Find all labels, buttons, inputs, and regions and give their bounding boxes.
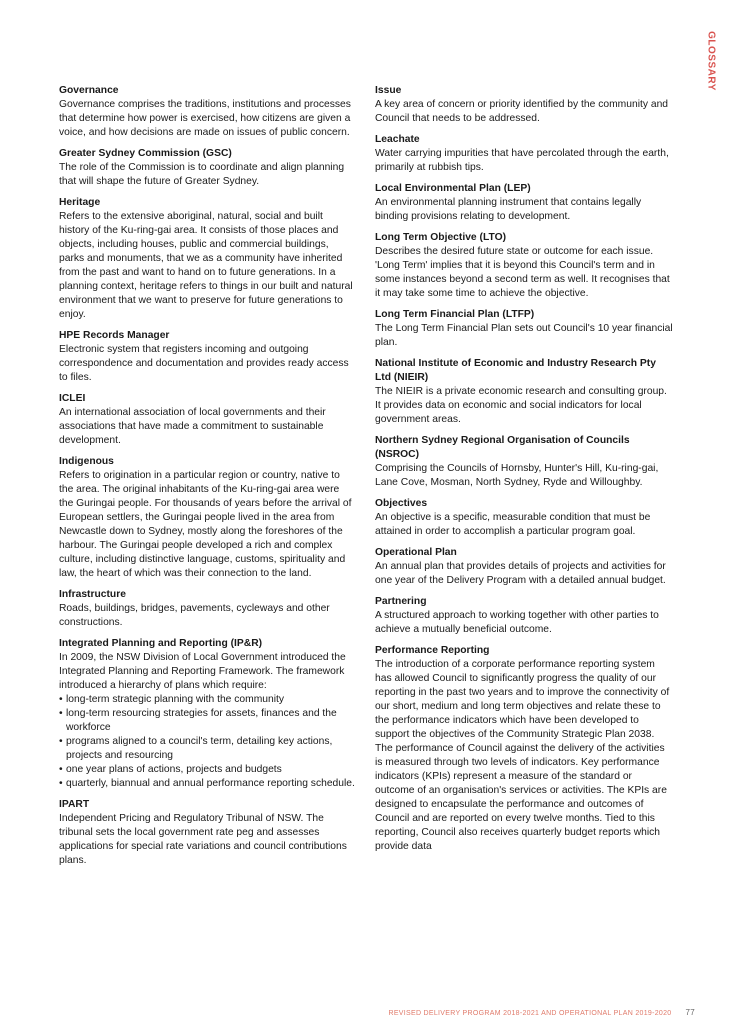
glossary-term: Local Environmental Plan (LEP) <box>375 183 531 194</box>
glossary-entry <box>59 392 355 448</box>
glossary-definition: An environmental planning instrument that contains legally binding provisions relating to development. <box>375 197 642 222</box>
glossary-entry <box>375 182 673 224</box>
glossary-definition: An annual plan that provides details of projects and activities for one year of the Delivery Program with a detailed annual budget. <box>375 561 666 586</box>
glossary-entry <box>375 644 673 854</box>
glossary-term: Indigenous <box>59 456 114 467</box>
glossary-definition: Independent Pricing and Regulatory Tribunal of NSW. The tribunal sets the local government rate peg and assesses applications for special rate variations and council contributions plans. <box>59 813 347 866</box>
glossary-definition: A structured approach to working together with other parties to achieve a mutually beneficial outcome. <box>375 610 659 635</box>
glossary-entry <box>59 637 355 791</box>
glossary-definition: The Long Term Financial Plan sets out Council's 10 year financial plan. <box>375 323 673 348</box>
glossary-term: National Institute of Economic and Industry Research Pty Ltd (NIEIR) <box>375 358 656 383</box>
glossary-term: Governance <box>59 85 119 96</box>
glossary-bullet-item: • long-term resourcing strategies for assets, finances and the workforce <box>59 707 355 735</box>
glossary-entry <box>375 357 673 427</box>
glossary-definition: In 2009, the NSW Division of Local Government introduced the Integrated Planning and Reporting Framework. The framework introduced a hierarchy of plans which require: <box>59 652 346 691</box>
glossary-definition: An objective is a specific, measurable condition that must be attained in order to accomplish a particular program goal. <box>375 512 651 537</box>
glossary-right-column <box>375 84 673 861</box>
glossary-term: Integrated Planning and Reporting (IP&R) <box>59 638 263 649</box>
glossary-entry <box>375 308 673 350</box>
glossary-entry <box>375 231 673 301</box>
glossary-term: Issue <box>375 85 402 96</box>
glossary-term: Long Term Financial Plan (LTFP) <box>375 309 535 320</box>
glossary-bullet-item: • programs aligned to a council's term, detailing key actions, projects and resourcing <box>59 735 355 763</box>
glossary-entry <box>375 434 673 490</box>
glossary-entry <box>59 455 355 581</box>
glossary-definition: Water carrying impurities that have percolated through the earth, primarily at rubbish tips. <box>375 148 669 173</box>
glossary-definition: A key area of concern or priority identified by the community and Council that needs to be addressed. <box>375 99 669 124</box>
glossary-definition: Electronic system that registers incoming and outgoing correspondence and documentation and provides ready access to files. <box>59 344 349 383</box>
glossary-entry <box>59 329 355 385</box>
page-footer <box>388 1008 695 1017</box>
glossary-term: Northern Sydney Regional Organisation of Councils (NSROC) <box>375 435 630 460</box>
glossary-definition: Comprising the Councils of Hornsby, Hunter's Hill, Ku-ring-gai, Lane Cove, Mosman, North Sydney, Ryde and Willoughby. <box>375 463 659 488</box>
glossary-left-column <box>59 84 355 875</box>
glossary-definition: An international association of local governments and their associations that have made a commitment to sustainable development. <box>59 407 326 446</box>
glossary-term: IPART <box>59 799 90 810</box>
glossary-term: Operational Plan <box>375 547 457 558</box>
glossary-entry <box>59 84 355 140</box>
glossary-term: Long Term Objective (LTO) <box>375 232 507 243</box>
glossary-entry <box>375 595 673 637</box>
glossary-bullet-item: • one year plans of actions, projects and budgets <box>59 763 355 777</box>
glossary-bullet-item: • quarterly, biannual and annual performance reporting schedule. <box>59 777 355 791</box>
glossary-term: Greater Sydney Commission (GSC) <box>59 148 232 159</box>
glossary-term: Performance Reporting <box>375 645 490 656</box>
glossary-entry <box>59 147 355 189</box>
glossary-definition: The NIEIR is a private economic research and consulting group. It provides data on economic and social indicators for local government areas. <box>375 386 667 425</box>
glossary-entry <box>375 84 673 126</box>
glossary-term: Heritage <box>59 197 101 208</box>
glossary-definition: Describes the desired future state or outcome for each issue. 'Long Term' implies that it is beyond this Council's term and in some instances beyond a second term as well. It recognises that it may take some time to achieve the objective. <box>375 246 670 299</box>
glossary-term: Leachate <box>375 134 420 145</box>
glossary-definition: Roads, buildings, bridges, pavements, cycleways and other constructions. <box>59 603 330 628</box>
glossary-definition: Refers to the extensive aboriginal, natural, social and built history of the Ku-ring-gai area. It consists of those places and objects, including houses, public and commercial buildings, parks and monuments, that we as a community have inherited from the past and want to hand on to future generations. In a planning context, heritage refers to things in our built and natural environment that we want to preserve for future generations to enjoy. <box>59 211 353 320</box>
glossary-entry <box>375 546 673 588</box>
glossary-entry <box>375 133 673 175</box>
glossary-term: ICLEI <box>59 393 86 404</box>
glossary-definition: Refers to origination in a particular region or country, native to the area. The original inhabitants of the Ku-ring-gai area were the Guringai people. For thousands of years before the arrival of European settlers, the Guringai people lived in the area from Newcastle down to Sydney, mostly along the foreshores of the harbour. The Guringai people developed a rich and complex culture, including distinctive language, customs, spirituality and law, the heart of which was their connection to the land. <box>59 470 352 579</box>
glossary-entry <box>59 196 355 322</box>
glossary-bullet-item: • long-term strategic planning with the community <box>59 693 355 707</box>
glossary-term: HPE Records Manager <box>59 330 170 341</box>
glossary-term: Objectives <box>375 498 428 509</box>
glossary-definition: The role of the Commission is to coordinate and align planning that will shape the future of Greater Sydney. <box>59 162 345 187</box>
glossary-term: Partnering <box>375 596 427 607</box>
glossary-entry <box>375 497 673 539</box>
glossary-definition: Governance comprises the traditions, institutions and processes that determine how power is exercised, how citizens are given a voice, and how decisions are made on issues of public concern. <box>59 99 351 138</box>
page-number: 77 <box>685 1008 695 1017</box>
glossary-entry <box>59 588 355 630</box>
footer-title: REVISED DELIVERY PROGRAM 2018-2021 AND OPERATIONAL PLAN 2019-2020 <box>388 1010 672 1017</box>
glossary-entry <box>59 798 355 868</box>
glossary-bullet-list <box>59 693 355 791</box>
glossary-term: Infrastructure <box>59 589 126 600</box>
glossary-definition: The introduction of a corporate performance reporting system has allowed Council to significantly progress the quality of our reporting in the past two years and to improve the connectivity of our short, medium and long term objectives and relate these to the performance indicators which have been developed to support the objectives of the Community Strategic Plan 2038. The performance of Council against the delivery of the activities is measured through two levels of indicators. Key performance indicators (KPIs) represent a measure of the standard or outcome of an organisation's services or activities. The KPIs are designed to encapsulate the performance and outcomes of Council and are reported on every twelve months. Tied to this reporting, Council also receives quarterly budget reports which provide data <box>375 659 670 852</box>
section-label-glossary: GLOSSARY <box>705 31 717 91</box>
